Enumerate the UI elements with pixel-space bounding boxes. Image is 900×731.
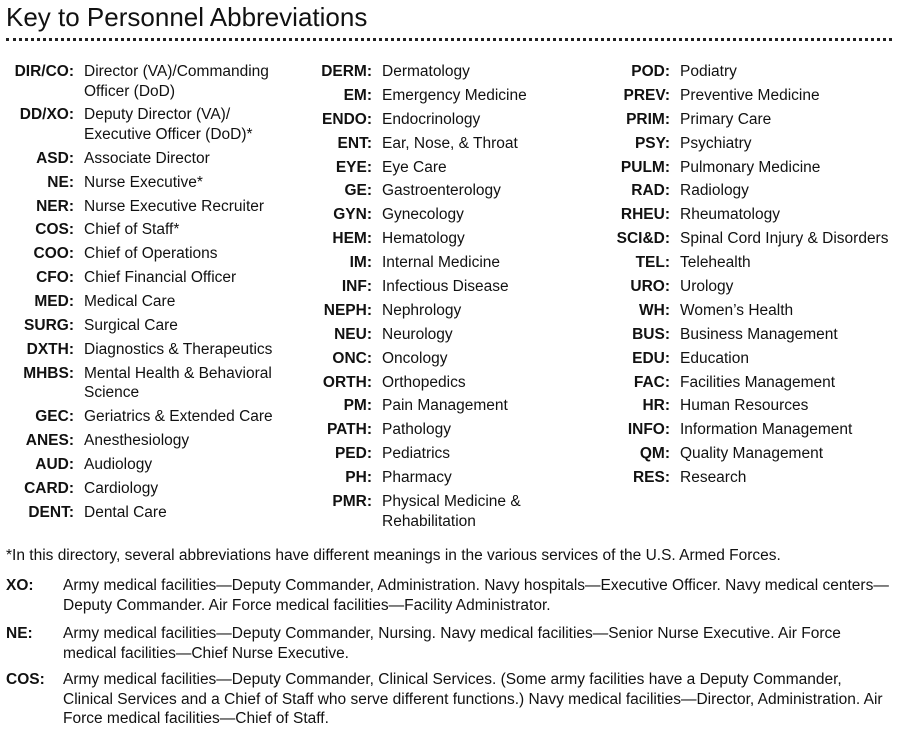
abbreviation-code: PH:: [345, 469, 372, 487]
abbreviation-entry: [0, 149, 294, 169]
abbreviation-definition: Eye Care: [382, 158, 447, 176]
abbreviation-definition: Business Management: [680, 325, 838, 343]
note-abbreviation: XO:: [6, 577, 34, 594]
abbreviation-entry: [0, 407, 294, 427]
abbreviation-definition: Gastroenterology: [382, 182, 501, 200]
abbreviation-entry: [298, 301, 592, 321]
abbreviation-definition: Physical Medicine & Rehabilitation: [382, 493, 521, 530]
abbreviation-code: EYE:: [335, 158, 372, 176]
abbreviation-entry: [596, 349, 890, 369]
abbreviation-entry: [0, 364, 294, 403]
abbreviation-definition: Nurse Executive Recruiter: [84, 197, 265, 215]
abbreviation-definition: Education: [680, 349, 749, 367]
footnote: *In this directory, several abbreviations have different meanings in the various services of the U.S. Armed Forces.: [6, 547, 781, 564]
abbreviation-entry: [298, 277, 592, 297]
abbreviation-code: PULM:: [620, 158, 670, 176]
abbreviation-definition: Information Management: [680, 421, 853, 439]
abbreviation-code: EM:: [343, 86, 372, 104]
abbreviation-entry: [0, 220, 294, 240]
abbreviation-definition: Diagnostics & Therapeutics: [84, 340, 273, 358]
abbreviation-definition: Director (VA)/Commanding Officer (DoD): [84, 63, 269, 100]
abbreviation-definition: Chief Financial Officer: [84, 269, 237, 287]
abbreviation-entry: [298, 492, 592, 531]
abbreviation-entry: [298, 468, 592, 488]
abbreviation-code: COS:: [35, 221, 74, 239]
abbreviation-definition: Dental Care: [84, 503, 167, 521]
abbreviation-entry: [596, 205, 890, 225]
note-cos: [6, 670, 896, 729]
abbreviation-entry: [596, 444, 890, 464]
abbreviation-definition: Orthopedics: [382, 373, 466, 391]
abbreviation-code: AUD:: [35, 455, 74, 473]
abbreviation-entry: [0, 62, 294, 101]
abbreviation-code: PMR:: [332, 493, 372, 511]
abbreviation-entry: [596, 86, 890, 106]
abbreviation-entry: [596, 229, 890, 249]
abbreviation-definition: Neurology: [382, 325, 453, 343]
abbreviation-entry: [0, 105, 294, 144]
abbreviation-entry: [0, 479, 294, 499]
abbreviation-code: DENT:: [28, 503, 74, 521]
abbreviation-entry: [596, 110, 890, 130]
note-text: Army medical facilities—Deputy Commander, Nursing. Navy medical facilities—Senior Nurse Executive. Air Force medical facilities—Chief Nurse Executive.: [63, 625, 841, 662]
abbreviation-definition: Pain Management: [382, 397, 508, 415]
abbreviation-definition: Nephrology: [382, 301, 462, 319]
abbreviation-definition: Endocrinology: [382, 110, 481, 128]
dotted-divider: [6, 38, 892, 41]
abbreviation-definition: Surgical Care: [84, 317, 178, 335]
abbreviation-column-3: [596, 62, 890, 492]
abbreviation-definition: Research: [680, 469, 747, 487]
abbreviation-code: MED:: [34, 293, 74, 311]
abbreviation-entry: [0, 197, 294, 217]
abbreviation-code: MHBS:: [23, 364, 74, 382]
abbreviation-code: CARD:: [24, 479, 74, 497]
abbreviation-entry: [0, 292, 294, 312]
abbreviation-definition: Hematology: [382, 230, 465, 248]
abbreviation-definition: Radiology: [680, 182, 749, 200]
abbreviation-code: NE:: [47, 173, 74, 191]
abbreviation-entry: [0, 268, 294, 288]
abbreviation-column-1: [0, 62, 294, 527]
abbreviation-code: ONC:: [332, 349, 372, 367]
abbreviation-entry: [596, 158, 890, 178]
abbreviation-definition: Women’s Health: [680, 301, 794, 319]
abbreviation-entry: [298, 205, 592, 225]
abbreviation-definition: Dermatology: [382, 63, 470, 80]
abbreviation-code: FAC:: [633, 373, 670, 391]
abbreviation-code: HEM:: [332, 230, 372, 248]
abbreviation-code: DXTH:: [26, 340, 74, 358]
abbreviation-entry: [298, 420, 592, 440]
abbreviation-entry: [596, 301, 890, 321]
note-abbreviation: COS:: [6, 671, 45, 688]
abbreviation-entry: [298, 158, 592, 178]
abbreviation-definition: Medical Care: [84, 293, 176, 311]
note-ne: [6, 624, 896, 663]
abbreviation-definition: Chief of Operations: [84, 245, 218, 263]
abbreviation-definition: Quality Management: [680, 445, 824, 463]
abbreviation-code: PM:: [343, 397, 372, 415]
abbreviation-code: NEU:: [334, 325, 372, 343]
abbreviation-code: GYN:: [333, 206, 372, 224]
abbreviation-code: PSY:: [634, 134, 670, 152]
abbreviation-code: URO:: [630, 278, 670, 296]
abbreviation-entry: [596, 134, 890, 154]
abbreviation-code: EDU:: [632, 349, 670, 367]
abbreviation-code: SCI&D:: [616, 230, 670, 248]
note-xo: [6, 576, 896, 615]
abbreviation-definition: Urology: [680, 278, 734, 296]
abbreviation-code: PED:: [334, 445, 372, 463]
abbreviation-code: ENT:: [337, 134, 372, 152]
abbreviation-entry: [298, 444, 592, 464]
abbreviation-code: WH:: [639, 301, 670, 319]
abbreviation-code: QM:: [639, 445, 670, 463]
abbreviation-code: HR:: [642, 397, 670, 415]
abbreviation-code: INF:: [341, 278, 372, 296]
abbreviation-code: PREV:: [623, 86, 670, 104]
abbreviation-code: ORTH:: [322, 373, 372, 391]
abbreviation-entry: [0, 173, 294, 193]
abbreviation-entry: [298, 349, 592, 369]
abbreviation-definition: Pulmonary Medicine: [680, 158, 821, 176]
abbreviation-entry: [298, 325, 592, 345]
abbreviation-code: RES:: [632, 469, 670, 487]
page-title: Key to Personnel Abbreviations: [6, 2, 368, 32]
abbreviation-code: PATH:: [326, 421, 372, 439]
abbreviation-code: SURG:: [24, 317, 74, 335]
note-text: Army medical facilities—Deputy Commander, Clinical Services. (Some army facilities have a Deputy Commander, Clinical Services and a Chief of Staff who serve different functions.) Navy medical facilities—Director, Administration. Air Force medical facilities—Chief of Staff.: [63, 671, 883, 727]
abbreviation-code: NEPH:: [323, 301, 372, 319]
abbreviation-code: DD/XO:: [19, 106, 74, 124]
abbreviation-definition: Geriatrics & Extended Care: [84, 408, 273, 426]
abbreviation-entry: [596, 468, 890, 488]
abbreviation-entry: [596, 62, 890, 82]
abbreviation-entry: [0, 340, 294, 360]
abbreviation-definition: Gynecology: [382, 206, 464, 224]
abbreviation-definition: Nurse Executive*: [84, 173, 203, 191]
abbreviation-code: PRIM:: [626, 110, 670, 128]
abbreviation-definition: Telehealth: [680, 254, 751, 272]
abbreviation-code: GEC:: [35, 408, 74, 426]
abbreviation-code: COO:: [33, 245, 74, 263]
abbreviation-code: POD:: [631, 63, 670, 80]
abbreviation-code: TEL:: [635, 254, 670, 272]
abbreviation-entry: [596, 253, 890, 273]
abbreviation-definition: Chief of Staff*: [84, 221, 180, 239]
abbreviation-entry: [298, 229, 592, 249]
abbreviation-code: DERM:: [321, 63, 372, 80]
abbreviation-entry: [0, 503, 294, 523]
abbreviation-definition: Primary Care: [680, 110, 772, 128]
abbreviation-entry: [298, 110, 592, 130]
abbreviation-entry: [298, 134, 592, 154]
abbreviation-entry: [298, 253, 592, 273]
abbreviation-code: RHEU:: [620, 206, 670, 224]
abbreviation-definition: Preventive Medicine: [680, 86, 820, 104]
abbreviation-definition: Deputy Director (VA)/ Executive Officer (DoD)*: [84, 106, 253, 143]
abbreviation-column-2: [298, 62, 592, 535]
abbreviation-code: DIR/CO:: [14, 63, 74, 80]
abbreviation-code: CFO:: [36, 269, 74, 287]
abbreviation-entry: [0, 244, 294, 264]
abbreviation-code: ASD:: [36, 149, 74, 167]
abbreviation-entry: [298, 181, 592, 201]
abbreviation-definition: Infectious Disease: [382, 278, 509, 296]
abbreviation-entry: [0, 455, 294, 475]
abbreviation-code: IM:: [349, 254, 372, 272]
abbreviation-code: INFO:: [627, 421, 670, 439]
note-text: Army medical facilities—Deputy Commander, Administration. Navy hospitals—Executive Officer. Navy medical centers—Deputy Commander. Air Force medical facilities—Facility Administrator.: [63, 577, 889, 614]
abbreviation-entry: [0, 316, 294, 336]
abbreviation-definition: Cardiology: [84, 479, 159, 497]
abbreviation-code: RAD:: [631, 182, 670, 200]
abbreviation-definition: Podiatry: [680, 63, 737, 80]
abbreviation-definition: Pathology: [382, 421, 451, 439]
abbreviation-entry: [596, 420, 890, 440]
abbreviation-definition: Oncology: [382, 349, 448, 367]
abbreviation-entry: [596, 325, 890, 345]
abbreviation-entry: [298, 396, 592, 416]
abbreviation-entry: [596, 373, 890, 393]
abbreviation-entry: [298, 62, 592, 82]
abbreviation-definition: Emergency Medicine: [382, 86, 527, 104]
abbreviation-definition: Human Resources: [680, 397, 809, 415]
abbreviation-definition: Pediatrics: [382, 445, 451, 463]
abbreviation-entry: [0, 431, 294, 451]
abbreviation-definition: Spinal Cord Injury & Disorders: [680, 230, 889, 248]
abbreviation-definition: Associate Director: [84, 149, 210, 167]
abbreviation-definition: Psychiatry: [680, 134, 752, 152]
abbreviation-code: GE:: [344, 182, 372, 200]
abbreviation-definition: Mental Health & Behavioral Science: [84, 364, 272, 402]
abbreviation-code: NER:: [36, 197, 74, 215]
abbreviation-definition: Internal Medicine: [382, 254, 501, 272]
note-abbreviation: NE:: [6, 625, 33, 642]
abbreviation-definition: Audiology: [84, 455, 153, 473]
abbreviation-definition: Ear, Nose, & Throat: [382, 134, 518, 152]
abbreviation-definition: Facilities Management: [680, 373, 836, 391]
abbreviation-entry: [596, 396, 890, 416]
abbreviation-code: ENDO:: [322, 110, 372, 128]
abbreviation-code: BUS:: [632, 325, 670, 343]
abbreviation-code: ANES:: [25, 432, 74, 450]
abbreviation-definition: Anesthesiology: [84, 432, 190, 450]
abbreviation-entry: [298, 86, 592, 106]
abbreviation-entry: [298, 373, 592, 393]
abbreviation-entry: [596, 181, 890, 201]
abbreviation-definition: Pharmacy: [382, 469, 452, 487]
abbreviation-entry: [596, 277, 890, 297]
abbreviation-definition: Rheumatology: [680, 206, 780, 224]
